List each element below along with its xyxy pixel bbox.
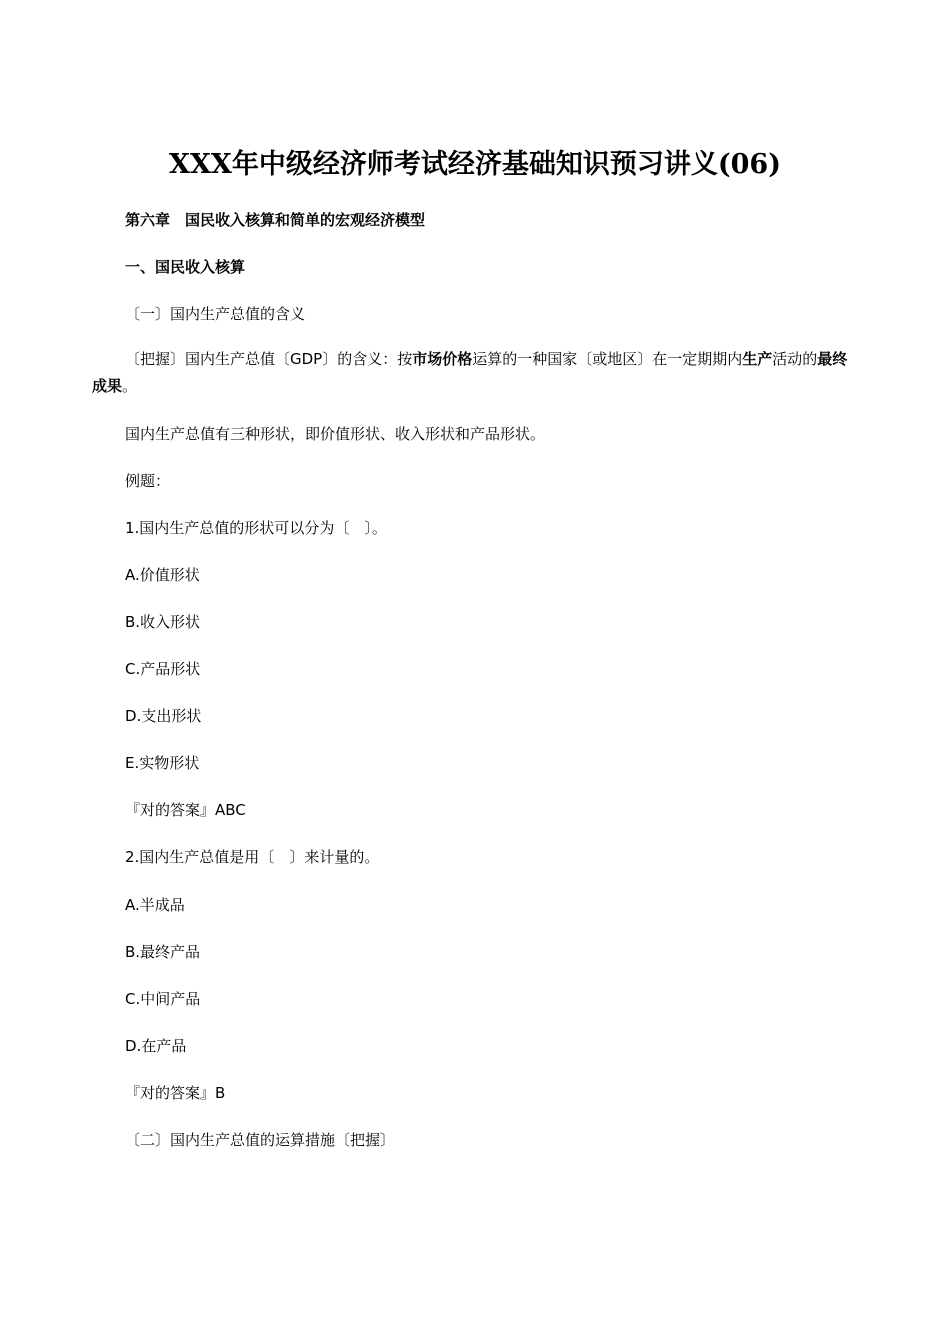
question-2-option-d: D.在产品 bbox=[125, 1037, 187, 1055]
question-2-option-c: C.中间产品 bbox=[125, 990, 201, 1008]
gdp-forms-paragraph: 国内生产总值有三种形状，即价值形状、收入形状和产品形状。 bbox=[125, 425, 546, 443]
question-1-option-c: C.产品形状 bbox=[125, 660, 201, 678]
question-2-answer: 『对的答案』B bbox=[125, 1084, 226, 1102]
definition-text-4: 。 bbox=[122, 377, 138, 395]
question-1: 1.国内生产总值的形状可以分为〔 〕。 bbox=[125, 519, 387, 537]
definition-bold-2: 生产 bbox=[742, 350, 773, 368]
question-1-answer: 『对的答案』ABC bbox=[125, 801, 246, 819]
gdp-definition-paragraph bbox=[92, 346, 852, 400]
document-title: XXX年中级经济师考试经济基础知识预习讲义(06) bbox=[169, 149, 781, 180]
definition-text-3: 活动的 bbox=[772, 350, 818, 368]
definition-bold-1: 市场价格 bbox=[412, 350, 473, 368]
question-1-option-e: E.实物形状 bbox=[125, 754, 200, 772]
definition-text-1: 〔把握〕国内生产总值〔GDP〕的含义：按 bbox=[125, 350, 413, 368]
definition-text-2: 运算的一种国家〔或地区〕在一定期期内 bbox=[472, 350, 743, 368]
question-2-option-b: B.最终产品 bbox=[125, 943, 201, 961]
subsection-heading: 〔一〕国内生产总值的含义 bbox=[125, 305, 306, 323]
subsection-heading-2: 〔二〕国内生产总值的运算措施〔把握〕 bbox=[125, 1131, 396, 1149]
question-1-option-a: A.价值形状 bbox=[125, 566, 200, 584]
question-1-option-d: D.支出形状 bbox=[125, 707, 202, 725]
section-heading: 一、国民收入核算 bbox=[125, 258, 246, 276]
question-2-option-a: A.半成品 bbox=[125, 896, 185, 914]
definition-bold-3: 最终成果 bbox=[92, 350, 848, 395]
question-1-option-b: B.收入形状 bbox=[125, 613, 201, 631]
chapter-heading: 第六章 国民收入核算和简单的宏观经济模型 bbox=[125, 211, 426, 229]
example-label: 例题： bbox=[125, 472, 171, 490]
question-2: 2.国内生产总值是用〔 〕来计量的。 bbox=[125, 848, 380, 866]
